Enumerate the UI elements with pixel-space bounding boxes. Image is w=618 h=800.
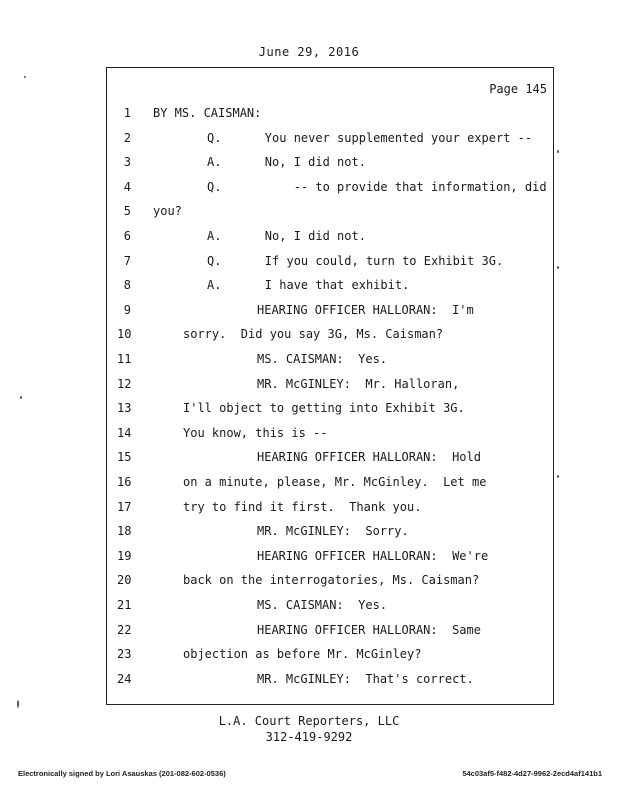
- line-text: MR. McGINLEY: Mr. Halloran,: [257, 376, 460, 391]
- scan-speck: [557, 266, 559, 269]
- line-text: BY MS. CAISMAN:: [153, 106, 262, 120]
- transcript-line: [107, 278, 553, 296]
- transcript-line: [107, 352, 553, 370]
- transcript-line: [107, 647, 553, 665]
- line-number: 16: [117, 475, 132, 489]
- line-text: Q. If you could, turn to Exhibit 3G.: [207, 253, 504, 268]
- line-text: on a minute, please, Mr. McGinley. Let me: [183, 475, 487, 489]
- transcript-date: June 29, 2016: [258, 45, 360, 59]
- transcript-line: [107, 450, 553, 468]
- line-number: 9: [123, 302, 131, 317]
- line-text: HEARING OFFICER HALLORAN: Same: [257, 622, 481, 637]
- court-reporter-name: L.A. Court Reporters, LLC: [218, 714, 400, 728]
- transcript-line: [107, 155, 553, 173]
- line-text: sorry. Did you say 3G, Ms. Caisman?: [183, 327, 444, 342]
- transcript-line: [107, 377, 553, 395]
- scan-speck: [557, 475, 559, 478]
- line-number: 12: [117, 376, 132, 391]
- line-text: I'll object to getting into Exhibit 3G.: [183, 401, 465, 416]
- transcript-line: [107, 180, 553, 198]
- line-number: 14: [117, 425, 132, 440]
- electronic-signature: Electronically signed by Lori Asauskas (201-082-602-0536): [18, 769, 226, 778]
- line-number: 8: [123, 278, 131, 293]
- line-text: You know, this is --: [183, 425, 328, 440]
- line-text: try to find it first. Thank you.: [183, 499, 422, 514]
- line-text: MR. McGINLEY: Sorry.: [257, 524, 409, 539]
- line-number: 17: [117, 499, 132, 514]
- line-text: back on the interrogatories, Ms. Caisman?: [183, 573, 480, 588]
- line-text: A. No, I did not.: [207, 155, 366, 170]
- transcript-line: [107, 573, 553, 591]
- line-number: 19: [117, 548, 132, 563]
- line-number: 23: [117, 647, 132, 662]
- scan-speck: [17, 700, 19, 708]
- transcript-line: [107, 254, 553, 272]
- transcript-line: [107, 106, 553, 124]
- line-number: 21: [117, 598, 132, 612]
- line-number: 2: [123, 130, 131, 145]
- transcript-page-frame: [106, 67, 554, 705]
- line-number: 20: [117, 573, 132, 588]
- line-text: MS. CAISMAN: Yes.: [257, 352, 388, 366]
- line-number: 24: [117, 671, 132, 686]
- page-number: Page 145: [489, 82, 547, 96]
- line-number: 13: [117, 401, 132, 416]
- transcript-line: [107, 549, 553, 567]
- transcript-line: [107, 426, 553, 444]
- transcript-line: [107, 524, 553, 542]
- line-text: HEARING OFFICER HALLORAN: We're: [257, 548, 489, 563]
- line-number: 5: [123, 204, 131, 219]
- transcript-line: [107, 500, 553, 518]
- scan-speck: [24, 76, 26, 78]
- line-number: 10: [117, 327, 132, 342]
- transcript-line: [107, 401, 553, 419]
- line-text: MR. McGINLEY: That's correct.: [257, 671, 474, 686]
- line-number: 4: [123, 179, 131, 194]
- transcript-line: [107, 475, 553, 493]
- line-text: HEARING OFFICER HALLORAN: Hold: [257, 450, 481, 465]
- transcript-line: [107, 131, 553, 149]
- line-text: A. No, I did not.: [207, 229, 366, 243]
- line-text: A. I have that exhibit.: [207, 278, 410, 293]
- transcript-line: [107, 672, 553, 690]
- line-number: 6: [123, 229, 131, 243]
- line-text: HEARING OFFICER HALLORAN: I'm: [257, 302, 474, 317]
- document-id: 54c03af5-f482-4d27-9962-2ecd4af141b1: [462, 769, 602, 778]
- line-text: Q. You never supplemented your expert --: [207, 130, 533, 145]
- transcript-line: [107, 303, 553, 321]
- line-number: 15: [117, 450, 132, 465]
- line-number: 7: [123, 253, 131, 268]
- line-text: Q. -- to provide that information, did: [207, 179, 547, 194]
- line-number: 11: [117, 352, 132, 366]
- line-text: objection as before Mr. McGinley?: [183, 647, 422, 662]
- scan-speck: [20, 396, 22, 399]
- scan-speck: [557, 150, 559, 153]
- transcript-line: [107, 623, 553, 641]
- court-reporter-phone: 312-419-9292: [265, 730, 353, 744]
- transcript-line: [107, 204, 553, 222]
- transcript-line: [107, 598, 553, 616]
- line-number: 3: [123, 155, 131, 170]
- line-number: 18: [117, 524, 132, 539]
- transcript-line: [107, 327, 553, 345]
- line-number: 22: [117, 622, 132, 637]
- transcript-line: [107, 229, 553, 247]
- line-text: you?: [153, 204, 182, 219]
- line-number: 1: [123, 106, 131, 120]
- line-text: MS. CAISMAN: Yes.: [257, 598, 388, 612]
